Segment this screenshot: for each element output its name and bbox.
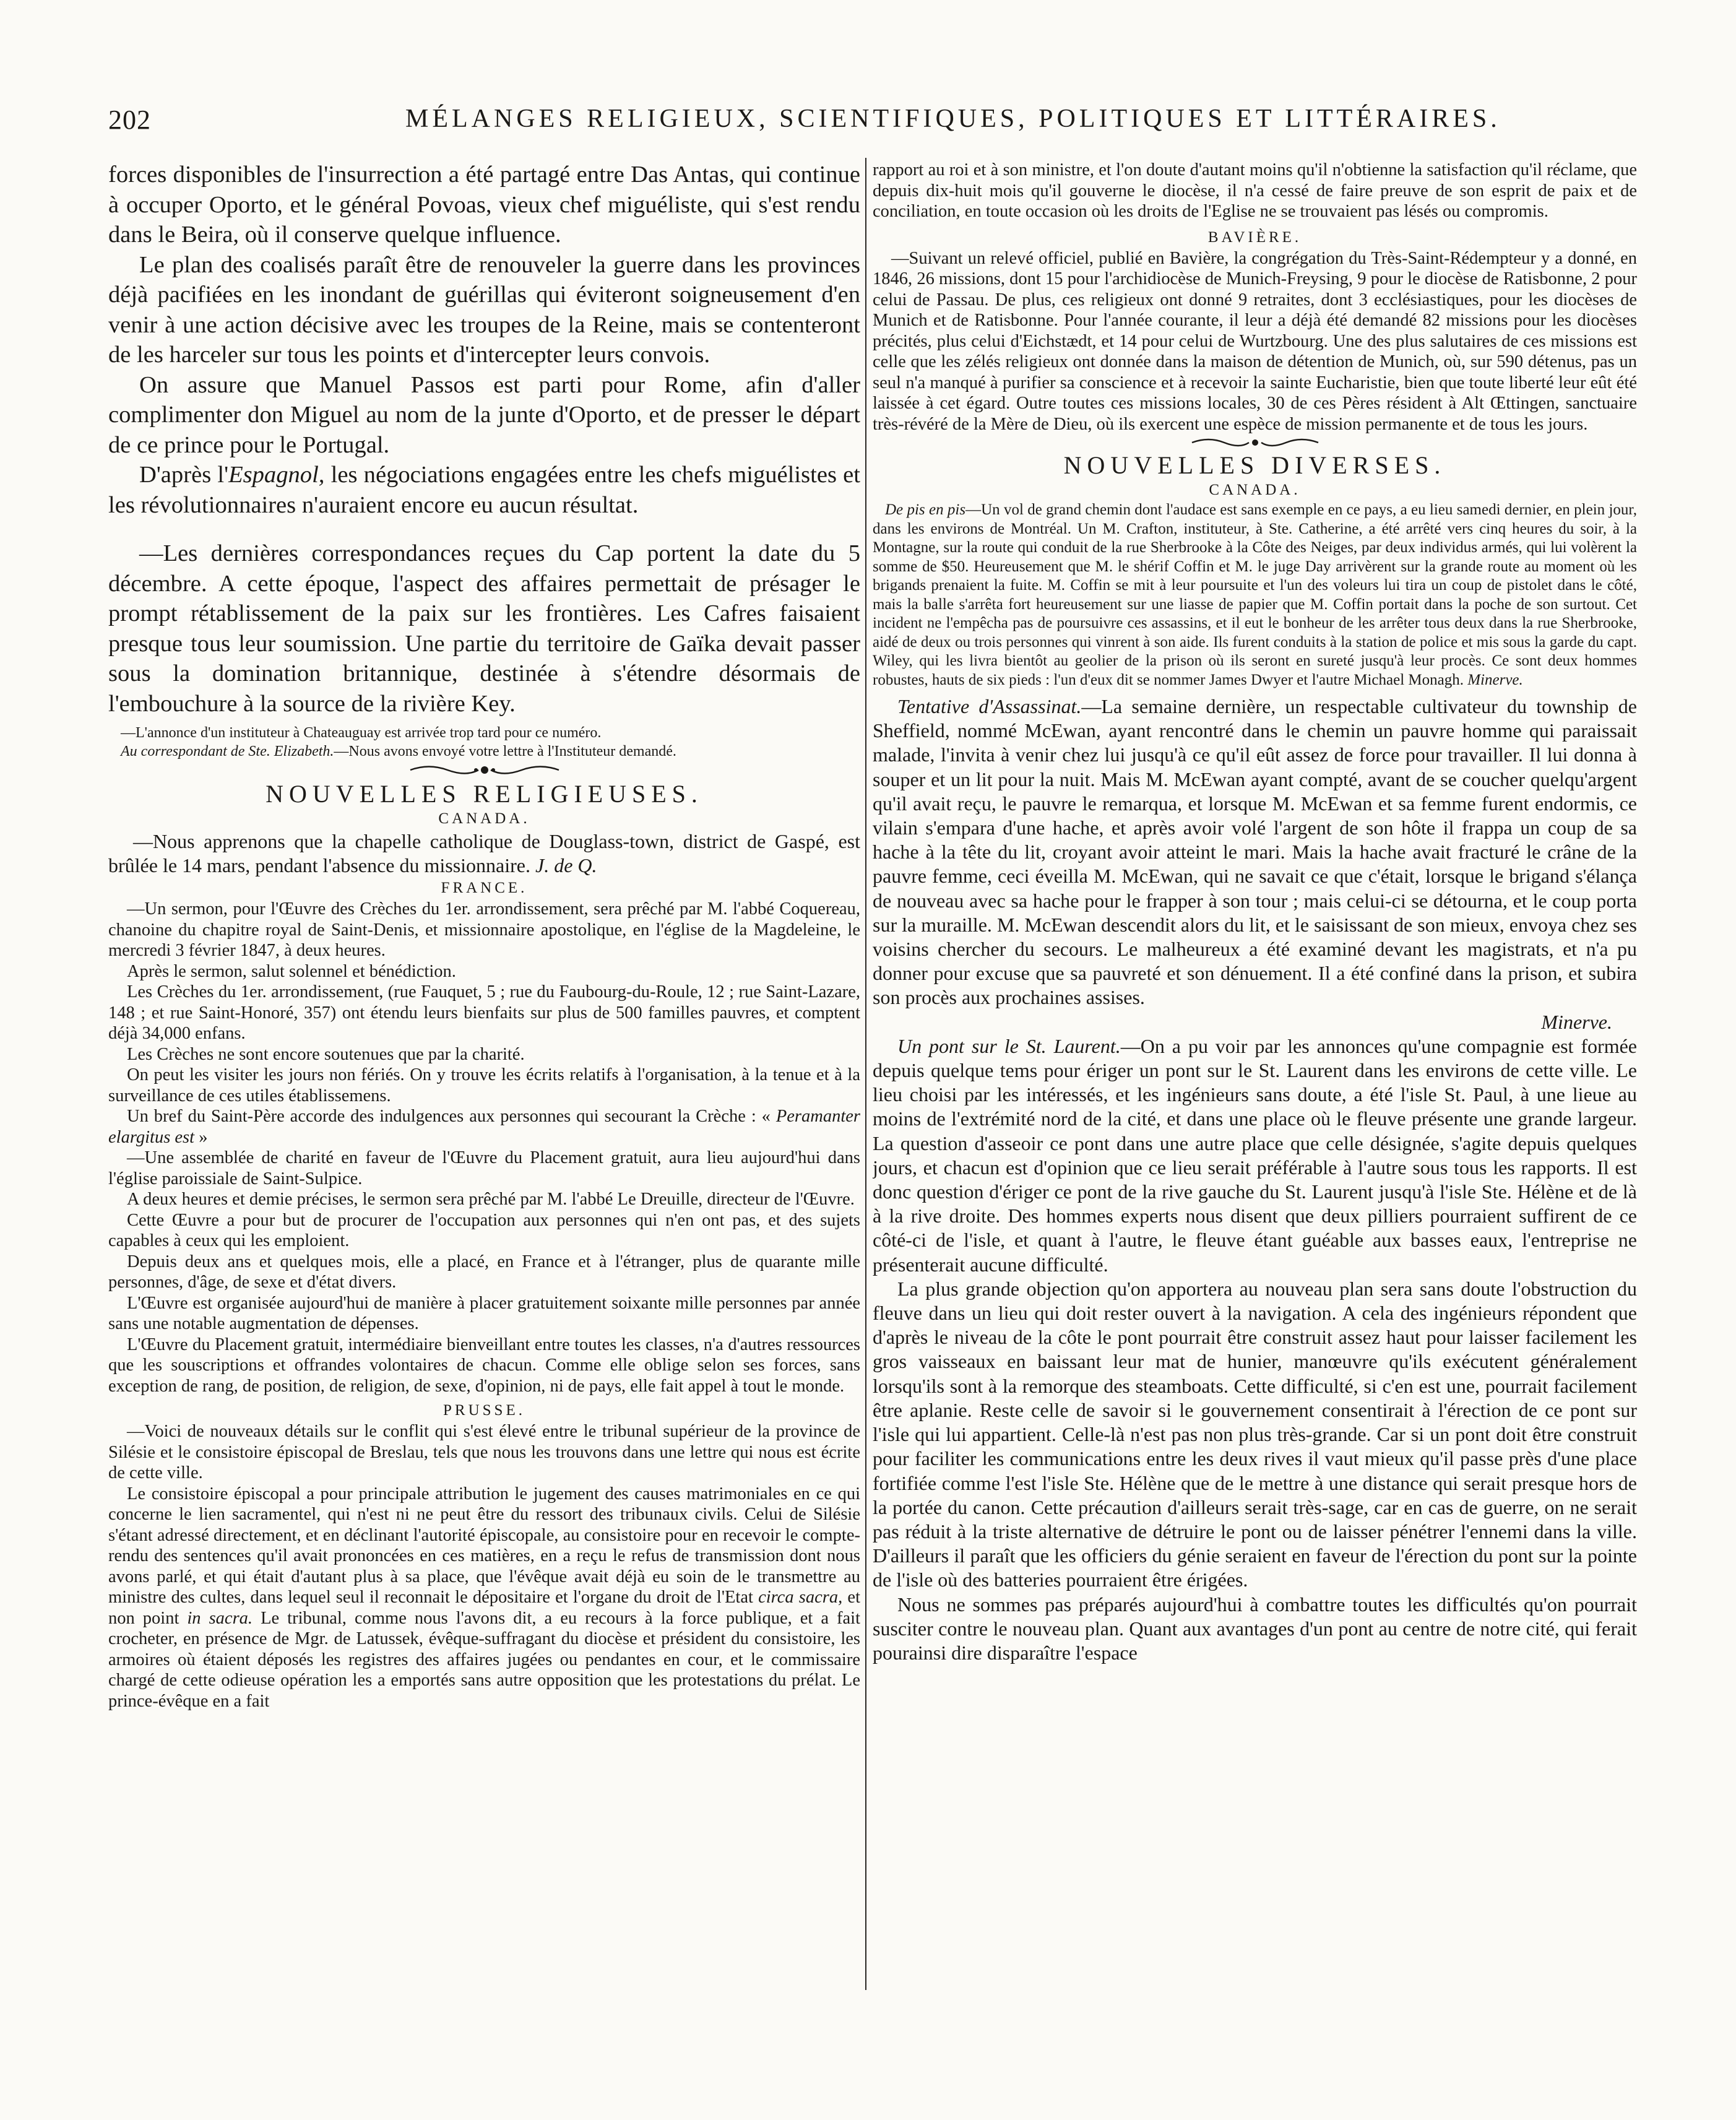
section-heading: NOUVELLES DIVERSES. xyxy=(1063,451,1446,479)
paragraph: Après le sermon, salut solennel et bénédiction. xyxy=(127,961,456,981)
italic-text: Un pont sur le St. Laurent. xyxy=(897,1034,1121,1057)
running-head: MÉLANGES RELIGIEUX, SCIENTIFIQUES, POLITIQUES ET LITTÉRAIRES. xyxy=(405,105,1501,133)
column-rule xyxy=(865,158,866,1990)
paragraph: Nous ne sommes pas préparés aujourd'hui à combattre toutes les difficultés qu'on pourrait susciter contre le nouveau plan. Quant aux avantages d'un pont au centre de notre cité, qui ferait pourainsi dire disparaître l'espace xyxy=(873,1593,1637,1664)
paragraph xyxy=(873,501,1637,690)
italic-text: Au correspondant de Ste. Elizabeth. xyxy=(121,743,334,759)
paragraph: Les Crèches du 1er. arrondissement, (rue Fauquet, 5 ; rue du Faubourg-du-Roule, 12 ; rue Saint-Lazare, 148 ; et rue Saint-Honoré, 357) ont étendu leurs bienfaits sur plus de 500 familles pauvres, et comptent déjà 34,000 enfans. xyxy=(108,982,860,1044)
paragraph xyxy=(873,1034,1637,1277)
italic-text: Espagnol, xyxy=(228,462,325,488)
paragraph: forces disponibles de l'insurrection a été partagé entre Das Antas, qui continue à occuper Oporto, et le général Povoas, vieux chef miguéliste, qui s'est rendu dans le Beira, où il conserve quelque influence. xyxy=(108,162,860,248)
italic-text: De pis en pis xyxy=(885,501,966,518)
paragraph: —Suivant un relevé officiel, publié en Bavière, la congrégation du Très-Saint-Rédempteur y a donné, en 1846, 26 missions, dont 15 pour l'archidiocèse de Munich-Freysing, 9 pour le diocèse de Ratisbonne, 2 pour celui de Passau. De plus, ces religieux ont donné 9 retraites, dont 3 ecclésiastiques, pour les diocèses de Munich et de Ratisbonne. Pour l'année courante, il leur a déjà été demandé 82 missions pour les diocèses précités, plus celui d'Eichstædt, et 14 pour celui de Wurtzbourg. Une des plus salutaires de ces missions est celle que les zélés religieux ont donnée dans la maison de détention de Munich, où, sur 590 détenus, pas un seul n'a manqué à purifier sa conscience et à recevoir la sainte Eucharistie, bien que toute liberté leur eût été laissée à cet égard. Outre toutes ces missions locales, 30 de ces Pères résident à Alt Œttingen, sanctuaire très-révéré de la Mère de Dieu, où ils exercent une espèce de mission permanente et de tous les jours. xyxy=(873,248,1637,434)
paragraph: Le plan des coalisés paraît être de renouveler la guerre dans les provinces déjà pacifiées en les inondant de guérillas qui éviteront soigneusement d'en venir à une action décisive avec les troupes de la Reine, mais se contenteront de les harceler sur tous les points et d'intercepter leurs convois. xyxy=(108,251,860,368)
ornament-divider-icon xyxy=(1187,435,1323,451)
subsection-heading: PRUSSE. xyxy=(443,1402,525,1419)
paragraph: Cette Œuvre a pour but de procurer de l'occupation aux personnes qui n'en ont pas, et des sujets capables à ceux qui les emploient. xyxy=(108,1210,860,1251)
editorial-note: —L'annonce d'un instituteur à Chateauguay est arrivée trop tard pour ce numéro. xyxy=(121,725,602,741)
text-run: Un bref du Saint-Père accorde des indulgences aux personnes qui secourant la Crèche : « xyxy=(127,1107,776,1127)
text-run: —La semaine dernière, un respectable cultivateur du township de Sheffield, nommé McEwan, ayant rencontré dans le chemin un pauvre homme qui paraissait malade, l'invita à venir chez lui jusqu'à ce qu'il eût assez de force pour travailler. Il lui donna à souper et un lit pour la nuit. Mais M. McEwan ayant compté, avant de se coucher quelqu'argent qu'il avait reçu, le pauvre le remarqua, et lorsque M. McEwan et sa femme furent endormis, ce vilain s'empara d'une hache, et après avoir volé l'argent de son hôte il frappa un coup de sa hache à la tête du lit, croyant avoir atteint le mari. Mais la hache avait fracturé le crâne de la pauvre femme, ceci éveilla M. McEwan, qui ne savait ce que c'était, lorsque le brigand s'élança de nouveau avec sa hache pour le frapper à son tour ; mais celui-ci se détourna, et le coup porta sur la muraille. M. McEwan descendit alors du lit, et le saisissant de son mieux, envoya chez ses voisins chercher du secours. Le malheureux a été examiné devant les magistrats, et n'a pu donner pour excuse que sa pauvreté et son dénuement. Il a été confiné dans la prison, et subira son procès aux prochaines assises. xyxy=(873,695,1637,1009)
paragraph: L'Œuvre du Placement gratuit, intermédiaire bienveillant entre toutes les classes, n'a d'autres ressources que les souscriptions et offrandes volontaires de chacun. Comme elle oblige selon ses forces, sans exception de rang, de position, de religion, de sexe, d'opinion, ni de pays, elle fait appel à tout le monde. xyxy=(108,1335,860,1396)
paragraph: Depuis deux ans et quelques mois, elle a placé, en France et à l'étranger, plus de quarante mille personnes, d'âge, de sexe et d'état divers. xyxy=(108,1252,860,1292)
ornament-divider-icon xyxy=(404,761,565,779)
page-number: 202 xyxy=(108,105,151,135)
italic-text: circa sacra, xyxy=(758,1588,843,1607)
paragraph: Les Crèches ne sont encore soutenues que par la charité. xyxy=(127,1044,525,1064)
subsection-heading: CANADA. xyxy=(1209,482,1301,498)
italic-text: Peramanter elargitus est xyxy=(108,1107,860,1147)
section-heading: NOUVELLES RELIGIEUSES. xyxy=(266,780,703,808)
paragraph xyxy=(108,1484,860,1712)
text-run: Le tribunal, comme nous l'avons dit, a eu recours à la force publique, et a fait crocheter, en présence de Mgr. de Latussek, évêque-suffragant du diocèse et président du consistoire, les armoires où étaient déposés les registres des affaires jugées ou pendantes en cour, et le commissaire chargé de cette odieuse opération les a emportés sans autre opposition que les protestations du prélat. Le prince-évêque en a fait xyxy=(108,1608,860,1711)
paragraph xyxy=(108,829,860,878)
left-column xyxy=(108,160,860,1992)
paragraph xyxy=(873,694,1637,1010)
italic-text: Tentative d'Assassinat. xyxy=(897,695,1082,717)
subsection-heading: FRANCE. xyxy=(441,880,528,897)
text-run: Le consistoire épiscopal a pour principale attribution le jugement des causes matrimoniales en ce qui concerne le lien sacramentel, qui n'est ni ne peut être du ressort des tribunaux civils. Celui de Silésie s'étant adressé directement, et en déclinant l'autorité épiscopale, au consistoire pour en recevoir le compte-rendu des sentences qu'il avait prononcées en ces matières, en a reçu le refus de transmission dont nous avons parlé, et qui était d'autant plus à sa place, que l'évêque avait déjà eu soin de le transmettre au ministre des cultes, dans lequel seul il reconnait le dépositaire et l'organe du droit de l'Etat xyxy=(108,1484,860,1607)
editorial-note xyxy=(108,742,860,761)
paragraph: La plus grande objection qu'on apportera au nouveau plan sera sans doute l'obstruction du fleuve dans un lieu qui doit rester ouvert à la navigation. A cela des ingénieurs répondent que d'après le niveau de la côte le pont pourrait être construit assez haut pour laisser facilement les gros vaisseaux en baissant leur mat de hunier, manœuvre qu'ils exécutent généralement lorsqu'ils sont à la remorque des steamboats. Cette difficulté, si c'en est une, pourrait facilement être aplanie. Reste celle de savoir si le gouvernement consentirait à l'érection de ce pont sur l'isle qui lui appartient. Celle-là n'est pas non plus très-grande. Car si un pont doit être construit pour faciliter les communications entre les deux rives il vaut mieux qu'il passe près d'une place fortifiée comme l'est l'isle Ste. Hélène que de le mettre à une distance qui serait presque hors de la portée du canon. Cette précaution d'ailleurs serait très-sage, car en cas de guerre, on ne serait pas réduit à la triste alternative de détruire le pont ou de laisser pénétrer l'ennemi dans la ville. D'ailleurs il paraît que les officiers du génie seraient en faveur de l'érection du pont sur la pointe de l'isle où des batteries pourraient être érigées. xyxy=(873,1277,1637,1591)
paragraph xyxy=(108,1106,860,1148)
paragraph: A deux heures et demie précises, le sermon sera prêché par M. l'abbé Le Dreuille, directeur de l'Œuvre. xyxy=(127,1190,855,1209)
paragraph: —Les dernières correspondances reçues du Cap portent la date du 5 décembre. A cette époque, l'aspect des affaires permettait de présager le prompt rétablissement de la paix sur les frontières. Les Cafres faisaient presque tous leur soumission. Une partie du territoire de Gaïka devait passer sous la domination britannique, destinée à s'étendre désormais de l'embouchure à la source de la rivière Key. xyxy=(108,540,860,717)
paragraph: —Voici de nouveaux détails sur le conflit qui s'est élevé entre le tribunal supérieur de la province de Silésie et le consistoire épiscopal de Breslau, tels que nous les trouvons dans une lettre qui nous est écrite de cette ville. xyxy=(108,1422,860,1483)
paragraph xyxy=(108,460,860,520)
text-run: —Nous avons envoyé votre lettre à l'Instituteur demandé. xyxy=(334,743,676,759)
text-run: —Nous apprenons que la chapelle catholique de Douglass-town, district de Gaspé, est brûlée le 14 mars, pendant l'absence du missionnaire. xyxy=(108,830,860,877)
text-run: et non point xyxy=(108,1588,860,1628)
text-run: —Un vol de grand chemin dont l'audace est sans exemple en ce pays, a eu lieu samedi dernier, en plein jour, dans les environs de Montréal. Un M. Crafton, instituteur, à Ste. Catherine, a été arrêté vers cinq heures du soir, à la Montagne, sur la route qui conduit de la rue Sherbrooke à la Côte des Neiges, par deux individus armés, qui lui volèrent la somme de $50. Heureusement que M. le shérif Coffin et M. le juge Day arrivèrent sur la grande route au moment où les brigands prenaient la fuite. M. Coffin se mit à leur poursuite et l'un des voleurs lui tira un coup de pistolet dans le côté, mais la balle s'arrêta fort heureusement sur une liasse de papier que M. Coffin portait dans la poche de son surtout. Cet incident ne l'empêcha pas de poursuivre ces assassins, et il eut le bonheur de les arrêter tous deux dans la rue Sherbrooke, aidé de deux ou trois personnes qui vinrent à son aide. Ils furent conduits à la station de police et mis sous la garde du capt. Wiley, qui les livra bientôt au geolier de la prison où ils seront en sureté jusqu'à leur procès. Ce sont deux hommes robustes, hauts de six pieds : l'un d'eux dit se nommer James Dwyer et l'autre Michael Monagh. xyxy=(873,501,1637,688)
italic-text: in sacra. xyxy=(187,1608,253,1628)
paragraph: rapport au roi et à son ministre, et l'on doute d'autant moins qu'il n'obtienne la satisfaction qu'il réclame, que depuis dix-huit mois qu'il gouverne le diocèse, il n'a cessé de faire preuve de son esprit de paix et de conciliation, en toute occasion où les droits de l'Eglise ne se trouvaient pas lésés ou compromis. xyxy=(873,160,1637,221)
signature: Minerve. xyxy=(1467,671,1523,688)
paragraph: On assure que Manuel Passos est parti pour Rome, afin d'aller complimenter don Miguel au nom de la junte d'Oporto, et de presser le départ de ce prince pour le Portugal. xyxy=(108,371,860,458)
signature: Minerve. xyxy=(1541,1010,1612,1033)
right-column xyxy=(873,160,1637,1992)
page-header xyxy=(108,104,1637,147)
subsection-heading: CANADA. xyxy=(438,810,530,827)
text-run: » xyxy=(194,1127,208,1147)
paragraph: —Une assemblée de charité en faveur de l'Œuvre du Placement gratuit, aura lieu aujourd'hui dans l'église paroissiale de Saint-Sulpice. xyxy=(108,1148,860,1188)
text-run: les négociations engagées entre les chefs miguélistes et les révolutionnaires n'auraient encore eu aucun résultat. xyxy=(108,462,860,518)
paragraph: On peut les visiter les jours non fériés. On y trouve les écrits relatifs à l'organisation, à la tenue et à la surveillance de ces utiles établissemens. xyxy=(108,1065,860,1105)
paragraph: L'Œuvre est organisée aujourd'hui de manière à placer gratuitement soixante mille personnes par année sans une notable augmentation de dépenses. xyxy=(108,1293,860,1334)
paragraph: —Un sermon, pour l'Œuvre des Crèches du 1er. arrondissement, sera prêché par M. l'abbé Coquereau, chanoine du chapitre royal de Saint-Denis, et missionnaire apostolique, en l'église de la Magdeleine, le mercredi 3 février 1847, à deux heures. xyxy=(108,899,860,961)
signature: J. de Q. xyxy=(535,854,597,877)
text-run: —On a pu voir par les annonces qu'une compagnie est formée depuis quelque tems pour ériger un pont sur le St. Laurent dans les environs de cette ville. Le lieu choisi par les intéressés, et les ingénieurs sans doute, a été l'isle St. Paul, à une lieue au moins de l'extrémité nord de la cité, et dans une place où le fleuve présente une grande largeur. La question d'asseoir ce pont dans une autre place que celle désignée, s'agite depuis quelques jours, et chacun est d'opinion que ce lieu serait préférable à l'autre sous tous les rapports. Il est donc question d'ériger ce pont de la rive gauche du St. Laurent jusqu'à l'isle Ste. Hélène et de là à la rive droite. Des hommes experts nous disent que deux pilliers pourraient suffirent de ce côté-ci de l'isle, et quant à l'autre, le fleuve étant guéable aux basses eaux, l'entreprise ne présenterait aucune difficulté. xyxy=(873,1034,1637,1276)
text-run: D'après l' xyxy=(139,462,229,488)
subsection-heading: BAVIÈRE. xyxy=(1207,228,1302,246)
